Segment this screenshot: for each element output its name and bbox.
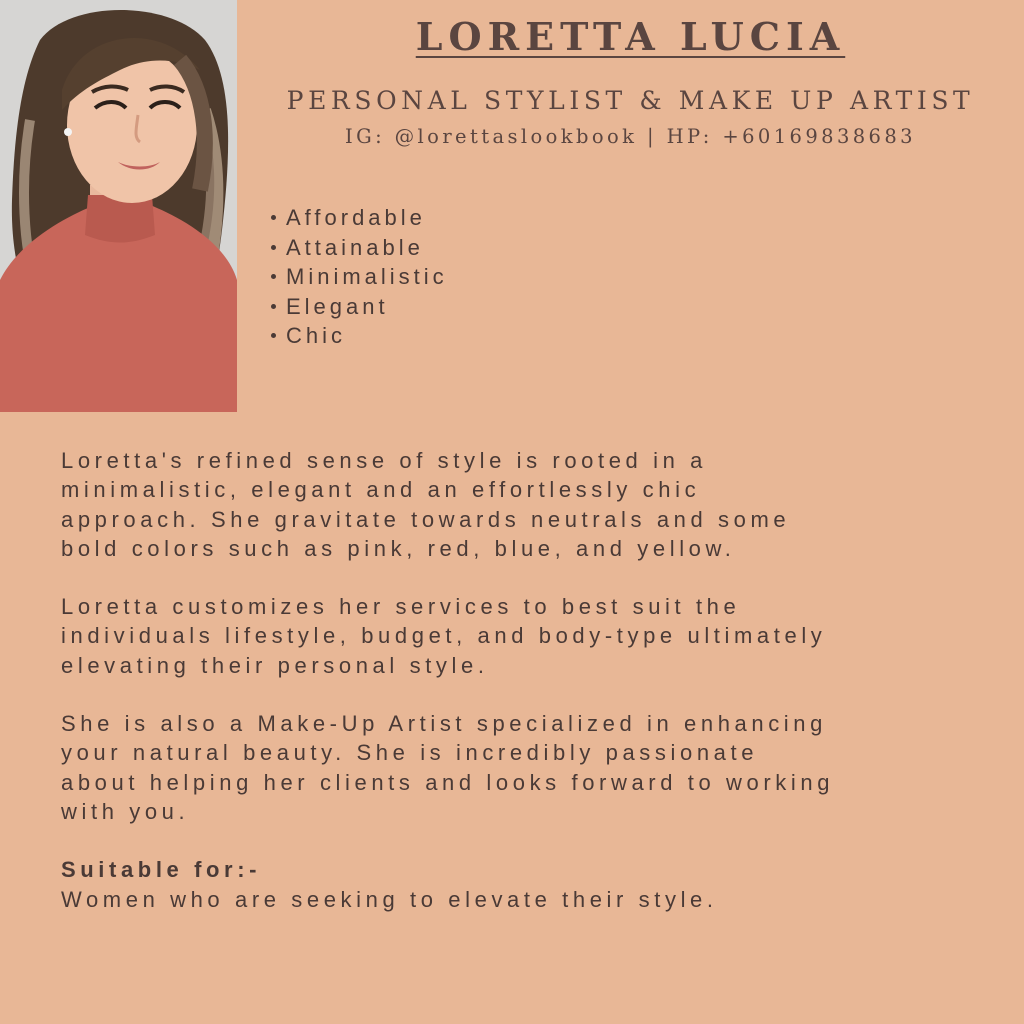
bio-paragraph-style: Loretta's refined sense of style is rooted in a minimalistic, elegant and an effortlessly chic approach. She gravitate towards neutrals and some bold colors such as pink, red, blue, and yellow. [61, 448, 791, 561]
suitable-heading: Suitable for:- [61, 857, 262, 883]
bullet-icon [271, 333, 276, 338]
bullet-icon [271, 304, 276, 309]
list-item [271, 203, 448, 233]
list-item [271, 233, 448, 263]
bullet-icon [271, 215, 276, 220]
profile-photo [0, 0, 237, 412]
profile-name [237, 14, 1024, 59]
profile-role: PERSONAL STYLIST & MAKE UP ARTIST [286, 86, 975, 115]
bio-paragraph-makeup: She is also a Make-Up Artist specialized in enhancing your natural beauty. She is incredibly passionate about helping her clients and looks forward to working with you. [61, 711, 835, 824]
trait-label: Attainable [286, 234, 424, 260]
bullet-icon [271, 245, 276, 250]
traits-list [271, 203, 448, 351]
profile-contact: IG: @lorettaslookbook | HP: +60169838683 [345, 125, 916, 148]
trait-label: Elegant [286, 293, 389, 319]
list-item [271, 292, 448, 322]
trait-label: Affordable [286, 205, 426, 230]
bio-section [61, 446, 981, 914]
list-item [271, 262, 448, 292]
bullet-icon [271, 274, 276, 279]
suitable-text: Women who are seeking to elevate their style. [61, 886, 718, 912]
bio-paragraph-services: Loretta customizes her services to best suit the individuals lifestyle, budget, and body-type ultimately elevating their personal style. [61, 594, 827, 678]
trait-label: Chic [286, 323, 347, 348]
list-item [271, 321, 448, 351]
profile-name-text: LORETTA LUCIA [415, 14, 846, 59]
trait-label: Minimalistic [286, 264, 448, 289]
